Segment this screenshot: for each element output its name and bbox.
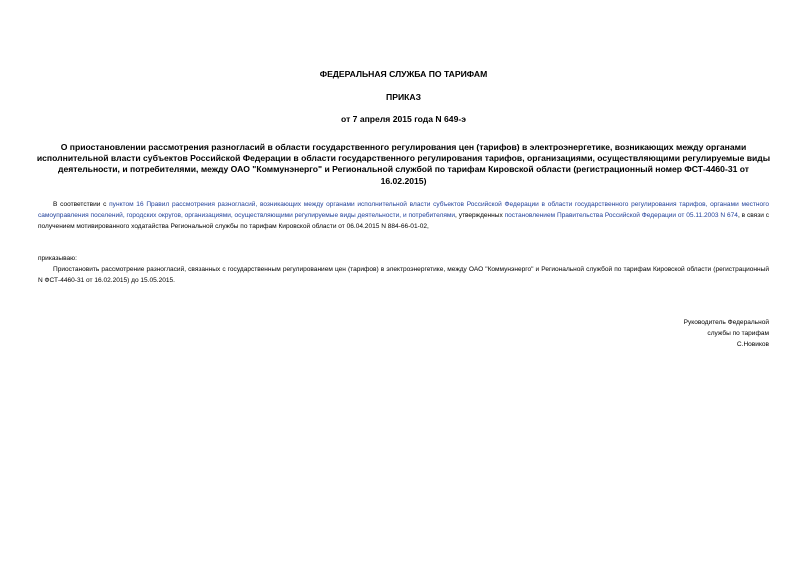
rules-link[interactable]: пунктом 16 Правил рассмотрения разногласий, возникающих между органами исполнительной власти субъектов Российской Федерации в области государственного регулирования тарифов, органами местного самоуправления поселений, городских округов, организациями, осуществляющими регулируемые виды деятельности, и потребителями [38,201,770,219]
signature-name: С.Новиков [736,340,769,348]
signature-block [569,318,769,350]
order-paragraph: Приостановить рассмотрение разногласий, связанных с государственным регулированием цен (тарифов) в электроэнергетике, между ОАО "Коммунэнерго" и Региональной службой по тарифам Кировской области (регистрационный N ФСТ-4460-31 от 16.02.2015) до 15.05.2015. [38,266,769,284]
decree-word: приказываю: [38,255,77,262]
basis-paragraph [38,200,769,232]
document-date-number: от 7 апреля 2015 года N 649-э [341,114,466,124]
signature-position-line1: Руководитель Федеральной [683,319,769,326]
signature-position-line2: службы по тарифам [707,329,769,337]
document-type: ПРИКАЗ [386,92,421,102]
document-title: О приостановлении рассмотрения разногласий в области государственного регулирования цен (тарифов) в электроэнергетике, возникающих между органами исполнительной власти субъектов Российской Федерации в области государственного регулирования тарифов, организациями, осуществляющими регулируемые виды деятельности, и потребителями, между ОАО "Коммунэнерго" и Региональной службой по тарифам Кировской области (регистрационный номер ФСТ-4460-31 от 16.02.2015) [36,142,771,186]
basis-prefix: В соответствии с [53,201,110,208]
basis-suffix: , в связи с получением мотивированного ходатайства Региональной службы по тарифам Кировской области от 06.04.2015 N 884-66-01-02, [38,211,769,230]
agency-name: ФЕДЕРАЛЬНАЯ СЛУЖБА ПО ТАРИФАМ [319,69,488,79]
government-decree-link[interactable]: постановлением Правительства Российской Федерации от 05.11.2003 N 674 [504,211,738,219]
basis-middle: , утвержденных [455,211,505,219]
